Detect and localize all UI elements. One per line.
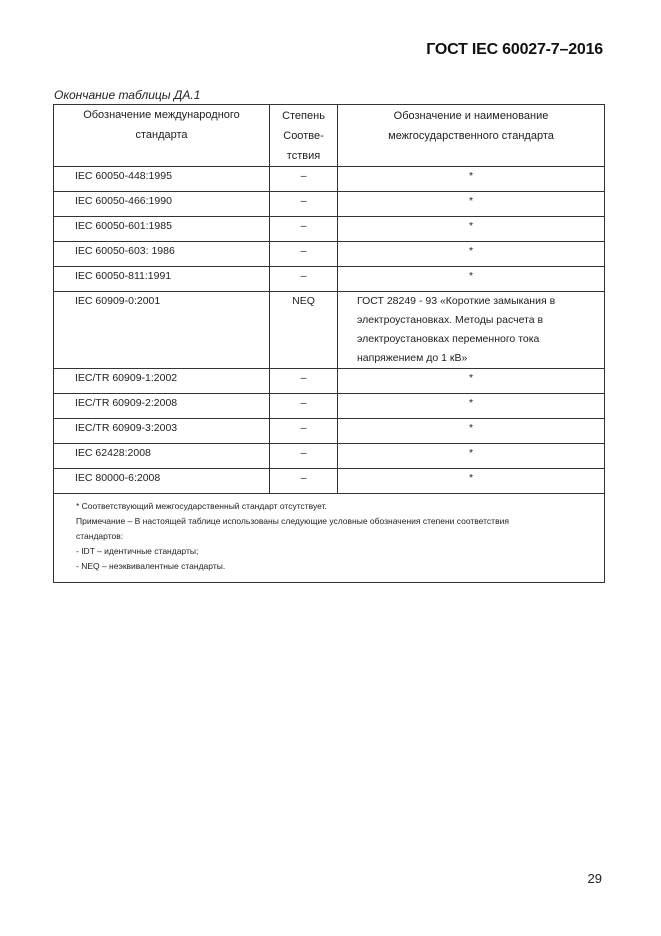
table-row	[54, 242, 605, 267]
cell-code: IEC/TR 60909-1:2002	[54, 369, 270, 394]
table-row	[54, 217, 605, 242]
cell-code: IEC 60050-466:1990	[54, 192, 270, 217]
table-row	[54, 192, 605, 217]
table-row	[54, 419, 605, 444]
cell-name: ГОСТ 28249 - 93 «Короткие замыкания в электроустановках. Методы расчета в электроустановках переменного тока напряжением до 1 кВ»	[338, 292, 605, 369]
cell-degree: –	[270, 242, 338, 267]
cell-code: IEC 62428:2008	[54, 444, 270, 469]
cell-degree: NEQ	[270, 292, 338, 369]
cell-code: IEC 60050-811:1991	[54, 267, 270, 292]
note-line: - IDT – идентичные стандарты;	[76, 546, 199, 556]
cell-name: *	[338, 369, 605, 394]
cell-degree: –	[270, 217, 338, 242]
cell-name: *	[338, 167, 605, 192]
header-degree: Степень Соотве- тствия	[270, 105, 338, 167]
cell-degree: –	[270, 167, 338, 192]
note-line: Примечание – В настоящей таблице использованы следующие условные обозначения степени соответствия	[76, 516, 509, 526]
table-row	[54, 394, 605, 419]
table-notes	[54, 494, 605, 583]
cell-degree: –	[270, 394, 338, 419]
cell-degree: –	[270, 267, 338, 292]
cell-code: IEC/TR 60909-3:2003	[54, 419, 270, 444]
cell-code: IEC 80000-6:2008	[54, 469, 270, 494]
table-row	[54, 469, 605, 494]
cell-name: *	[338, 419, 605, 444]
header-interstate-standard: Обозначение и наименование межгосударственного стандарта	[338, 105, 605, 167]
cell-code: IEC 60050-603: 1986	[54, 242, 270, 267]
cell-code: IEC 60909-0:2001	[54, 292, 270, 369]
cell-name: *	[338, 217, 605, 242]
cell-degree: –	[270, 419, 338, 444]
table-row	[54, 369, 605, 394]
cell-code: IEC 60050-448:1995	[54, 167, 270, 192]
table-row	[54, 167, 605, 192]
footnote: * Соответствующий межгосударственный стандарт отсутствует.	[76, 501, 327, 511]
cell-name: *	[338, 444, 605, 469]
table-row	[54, 444, 605, 469]
table-row	[54, 292, 605, 369]
cell-code: IEC/TR 60909-2:2008	[54, 394, 270, 419]
document-code: ГОСТ IEC 60027-7–2016	[426, 41, 603, 58]
cell-degree: –	[270, 369, 338, 394]
cell-name: *	[338, 394, 605, 419]
cell-degree: –	[270, 192, 338, 217]
table-caption: Окончание таблицы ДА.1	[54, 88, 201, 102]
table-row	[54, 267, 605, 292]
cell-name: *	[338, 192, 605, 217]
table-header-row	[54, 105, 605, 167]
cell-name: *	[338, 469, 605, 494]
cell-name: *	[338, 267, 605, 292]
cell-degree: –	[270, 469, 338, 494]
note-line: стандартов:	[76, 531, 124, 541]
standards-table	[53, 104, 605, 583]
page-number: 29	[587, 871, 602, 886]
note-line: - NEQ – неэквивалентные стандарты.	[76, 561, 226, 571]
cell-degree: –	[270, 444, 338, 469]
header-international-standard: Обозначение международного стандарта	[54, 105, 270, 167]
cell-code: IEC 60050-601:1985	[54, 217, 270, 242]
cell-name: *	[338, 242, 605, 267]
notes-row	[54, 494, 605, 583]
